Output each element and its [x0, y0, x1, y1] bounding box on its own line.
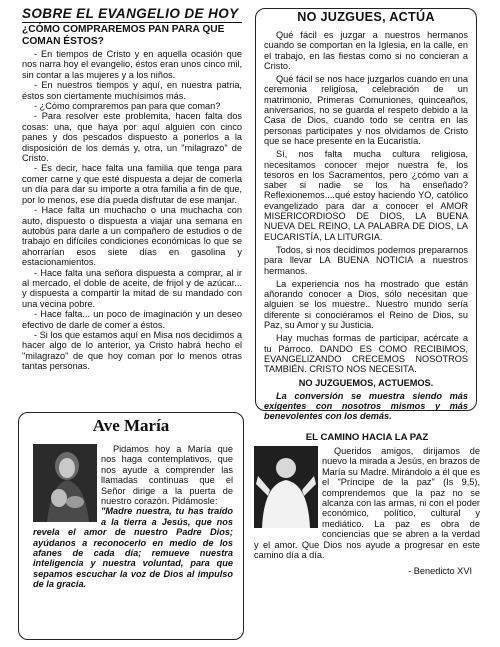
right-paragraph: Qué fácil se nos hace juzgarlos cuando en una ceremonia religiosa, celebración de un matrimonio, Primeras Comuniones, quinceaños, aniversarios, no se guarda el respeto debido a la Casa de Dios, cuando todo se centra en las personas participates y nos olvidamos de Cristo que se hace presente en la Eucaristía. [264, 74, 468, 146]
camino-title: EL CAMINO HACIA LA PAZ [305, 432, 429, 443]
left-column [22, 6, 242, 372]
left-paragraph: - En tiempos de Cristo y en aquella ocasión que nos narra hoy el evangelio, éstos eran unos cinco mil, sin contar a las mujeres y a los niños. [22, 49, 242, 80]
right-paragraph: Hay muchas formas de participar, acércate a tu Párroco. DANDO ES COMO RECIBIMOS, EVANGELIZANDO CRECEMOS NOSOTROS TAMBIÉN. CRISTO NOS NECESITA. [264, 333, 468, 375]
right-paragraph: Todos, si nos decidimos podemos prepararnos para llevar LA BUENA NOTICIA a nuestros hermanos. [264, 244, 468, 276]
right-paragraph: La experiencia nos ha mostrado que están añorando conocer a Dios, sólo necesitan que alguien se los muestre.. Nuestro mundo sería diferente si conociéramos el Reino de Dios, su Paz, su Amor y su Justicia. [264, 278, 468, 331]
right-closing: NO JUZGUEMOS, ACTUEMOS. [298, 377, 434, 388]
virgin-mary-icon [33, 444, 97, 522]
left-paragraph: - Hace falta una señora dispuesta a comprar, al ir al mercado, el doble de aceite, de frijol y de azúcar... y dispuesta a compartir la mitad de su mandado con una vecina pobre. [22, 267, 242, 309]
right-final: La conversión se muestra siendo más exigentes con nosotros mismos y más benevolentes con los demás. [264, 390, 468, 422]
right-paragraph: Qué fácil es juzgar a nuestros hermanos cuando se comportan en la Iglesia, en la calle, en el trabajo, en las fiestas como si no concieran a Cristo. [264, 30, 468, 71]
no-juzgues-box [255, 8, 477, 422]
right-title: NO JUZGUES, ACTÚA [297, 10, 435, 24]
camino-text-block [254, 446, 480, 560]
left-paragraph: - Es decir, hace falta una familia que tenga para comer carne y que esté dispuesta a dejar de comerla un día para dar su importe a otra familia a fin de que, por lo menos, ese día pueda disfrutar de ese manjar. [22, 163, 242, 205]
left-paragraph: - Para resolver este problemita, hacen falta dos cosas: una, que haya por aquí alguien con cinco panes y dos pescados dispuesto a ponerlos a la disposición de los demás y, otra, un "milagrazo" de Cristo. [22, 111, 242, 164]
left-subtitle: ¿CÓMO COMPRAREMOS PAN PARA QUE COMAN ÉSTOS? [22, 24, 225, 47]
camino-paragraph: Queridos amigos, dirijamos de nuevo la mirada a Jesús, en brazos de María su Madre. Mirándolo a él que es el "Príncipe de la paz" (Is 9,5), comprendemos que la paz no se alcanza con las armas, ni con el poder económico, político, cultural y mediático. La paz es obra de conciencias que se abren a la verdad y el amor. Que Dios nos ayude a progresar en este camino día a día. [254, 446, 480, 561]
title-divider [22, 22, 242, 23]
pope-icon [254, 446, 318, 528]
ave-text-block [33, 444, 233, 590]
ave-prayer: "Madre nuestra, tu has traído a la tierra a Jesús, que nos revela el amor de nuestro Padre Dios; ayúdanos a reconocerlo en medio de los afanes de cada día; remueve nuestra inteligencia y nuestra voluntad, para que sepamos escuchar la voz de Dios al impulso de la gracia. [33, 506, 233, 590]
ave-intro: Pidamos hoy a María que nos haga contemplativos, que nos ayude a comprender las llamadas continuas que el Señor dirige a la puerta de nuestro corazón. Pidámosle: [101, 444, 233, 507]
left-paragraph: - Hace falta... un poco de imaginación y un deseo efectivo de darle de comer a éstos. [22, 309, 242, 330]
ave-title: Ave María [92, 416, 170, 435]
pope-image [254, 446, 318, 528]
left-paragraph: - Si los que estamos aquí en Misa nos decidimos a hacer algo de lo anterior, ya Cristo habrá hecho el "milagrazo" de que hoy coman por lo menos otras tantas personas. [22, 329, 242, 372]
right-paragraph: Sí, nos falta mucha cultura religiosa, necesitamos conocer mejor nuestra fe, los tesoros en los Sacramentos, pero ¿cómo van a saber si nadie se los ha enseñado? Reflexionemos....qué estoy haciendo YO, católico evangelizado para dar a conocer el AMOR MISERICORDIOSO DE DIOS, LA BUENA NUEVA DEL REINO, LA PALABRA DE DIOS, LA EUCARISTÍA, LA LITURGIA. [264, 149, 468, 242]
left-paragraph: - Hace falta un muchacho o una muchacha con auto, dispuesto o dispuesta a viajar una semana en autobús para darle a un compañero de estudios o de trabajo en difíciles condiciones económicas lo que se ahorrarían esos siete días en gasolina y estacionamientos. [22, 205, 242, 268]
virgin-mary-image [33, 444, 101, 524]
camino-signature: - Benedicto XVI [408, 566, 472, 577]
ave-maria-box [18, 412, 244, 640]
left-title: SOBRE EL EVANGELIO DE HOY [22, 6, 239, 21]
left-paragraph: - En nuestros tiempos y aquí, en nuestra patria, éstos son ciertamente muchísimos más. [22, 80, 242, 101]
left-paragraph: - ¿Cómo compraremos pan para que coman? [34, 101, 221, 112]
camino-paz-section [254, 432, 480, 576]
